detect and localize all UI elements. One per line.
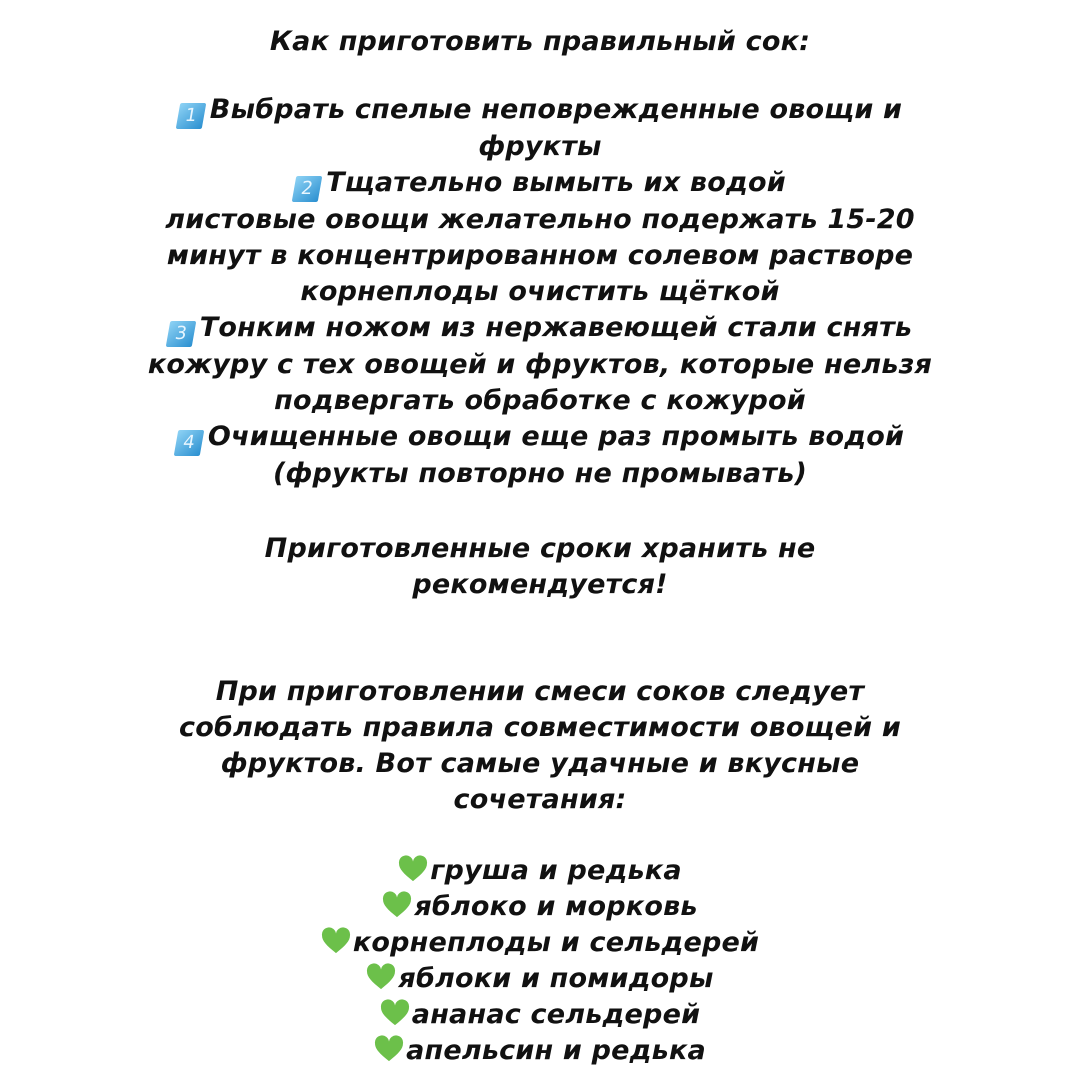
combo-item [0, 961, 1080, 997]
step-text: кожуру с тех овощей и фруктов, которые нельзя [147, 349, 933, 380]
step-text: (фрукты повторно не промывать) [272, 458, 808, 489]
combo-text: апельсин и редька [406, 1035, 706, 1066]
green-heart-icon [380, 999, 410, 1027]
intro-text: соблюдать правила совместимости овощей и [179, 712, 901, 743]
intro-text: фруктов. Вот самые удачные и вкусные [220, 748, 860, 779]
combo-item [0, 997, 1080, 1033]
green-heart-icon [382, 891, 412, 919]
step-1 [0, 92, 1080, 129]
step-text: листовые овощи желательно подержать 15-20 [165, 204, 915, 235]
combo-text: корнеплоды и сельдерей [352, 927, 760, 958]
title: Как приготовить правильный сок: [269, 26, 811, 57]
keycap-4-icon: 4 [174, 430, 205, 456]
keycap-3-icon: 3 [165, 321, 196, 347]
combo-text: ананас сельдерей [411, 999, 701, 1030]
step-text: подвергать обработке с кожурой [274, 385, 806, 416]
step-text: Тонким ножом из нержавеющей стали снять [199, 312, 913, 343]
step-text: Очищенные овощи еще раз промыть водой [207, 421, 905, 452]
combo-item [0, 925, 1080, 961]
keycap-2-icon: 2 [292, 176, 323, 202]
combo-item [0, 1033, 1080, 1069]
intro-text: сочетания: [453, 784, 627, 815]
step-text: Тщательно вымыть их водой [326, 167, 786, 198]
green-heart-icon [374, 1035, 404, 1063]
combo-text: яблоко и морковь [414, 891, 698, 922]
green-heart-icon [366, 963, 396, 991]
combo-list [0, 853, 1080, 1069]
keycap-1-icon: 1 [176, 103, 207, 129]
step-text: Выбрать спелые неповрежденные овощи и [209, 94, 903, 125]
intro-text: При приготовлении смеси соков следует [215, 676, 865, 707]
green-heart-icon [398, 855, 428, 883]
step-4 [0, 419, 1080, 456]
step-text: минут в концентрированном солевом растворе [166, 240, 914, 271]
document [0, 24, 1080, 1069]
combo-text: яблоки и помидоры [398, 963, 714, 994]
combo-item [0, 889, 1080, 925]
warning-text: Приготовленные сроки хранить не [264, 533, 816, 564]
combo-text: груша и редька [430, 855, 682, 886]
green-heart-icon [321, 927, 351, 955]
warning-text: рекомендуется! [412, 569, 668, 600]
step-3 [0, 310, 1080, 347]
step-2 [0, 165, 1080, 202]
step-text: корнеплоды очистить щёткой [300, 276, 780, 307]
step-text: фрукты [478, 131, 602, 162]
combo-item [0, 853, 1080, 889]
